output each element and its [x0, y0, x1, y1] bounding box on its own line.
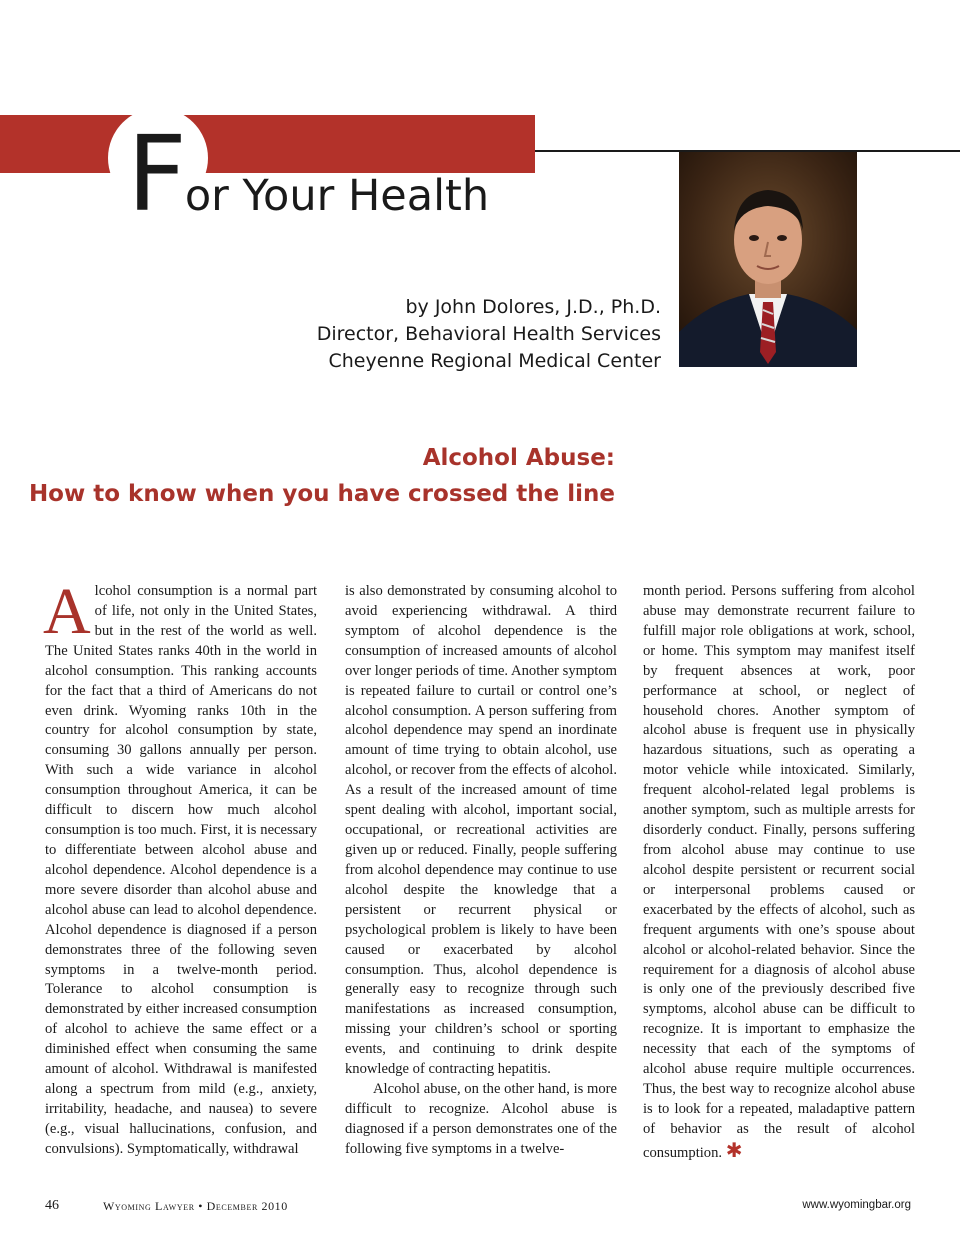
- byline-organization: Cheyenne Regional Medical Center: [328, 350, 661, 372]
- byline-author: by John Dolores, J.D., Ph.D.: [405, 296, 661, 318]
- article-headline: [29, 440, 615, 512]
- byline: [317, 294, 661, 375]
- publication-info: Wyoming Lawyer • December 2010: [103, 1199, 288, 1213]
- section-title: [127, 113, 490, 235]
- article-column-2: [345, 582, 617, 1160]
- end-mark-icon: ✱: [725, 1137, 743, 1162]
- article-paragraph: [43, 575, 317, 1160]
- headline-line-2: How to know when you have crossed the line: [28, 481, 615, 507]
- byline-position: Director, Behavioral Health Services: [316, 323, 661, 345]
- title-rest: or Your Health: [184, 171, 490, 221]
- article-column-3: [643, 582, 915, 1164]
- article-column-1: [43, 575, 317, 1160]
- headline-line-1: Alcohol Abuse:: [422, 445, 615, 471]
- page-footer: [45, 1198, 911, 1216]
- column-2-paragraph-1: is also demonstrated by consuming alcohol to avoid experiencing withdrawal. A third symptom of alcohol dependence is the consumption of increased amounts of alcohol over longer periods of time. Another symptom is repeated failure to curtail or control one’s alcohol consumption. A person suffering from alcohol dependence may spend an inordinate amount of time trying to obtain alcohol, use alcohol, or recover from the effects of alcohol. As a result of the increased amount of time spent dealing with alcohol, important social, occupational, or recreational activities are given up or reduced. Finally, people suffering from alcohol dependence may continue to use alcohol despite the knowledge that a persistent or recurrent physical or psychological problem is likely to have been caused or exacerbated by alcohol consumption. Thus, alcohol dependence is generally easy to recognize through such manifestations as increased consumption, missing your children’s school or sporting events, and continuing to drink despite knowledge of contracting hepatitis.: [345, 583, 617, 1078]
- column-1-text: lcohol consumption is a normal part of life, not only in the United States, but in the rest of the world as well. The United States ranks 40th in the world in alcohol consumption. This ranking accounts for the fact that a third of Americans do not even drink. Wyoming ranks 10th in the country for alcohol consumption by state, consuming 30 gallons annually per person. With such a wide variance in alcohol consumption throughout America, it can be difficult to discern how much alcohol consumption is too much. First, it is necessary to differentiate between alcohol abuse and alcohol dependence. Alcohol dependence is a more severe disorder than alcohol abuse and alcohol abuse can lead to alcohol dependence. Alcohol dependence is diagnosed if a person demonstrates three of the following seven symptoms in a twelve-month period. Tolerance to alcohol consumption is demonstrated by either increased consumption of alcohol to achieve the same effect or a diminished effect when consuming the same amount of alcohol. Withdrawal is manifested along a spectrum from mild (e.g., anxiety, irritability, headache, and nausea) to severe (e.g., visual hallucinations, confusion, and convulsions). Symptomatically, withdrawal: [45, 583, 317, 1157]
- page-number: 46: [45, 1198, 59, 1213]
- website-link[interactable]: www.wyomingbar.org: [802, 1199, 911, 1211]
- drop-cap: A: [43, 575, 91, 648]
- title-initial: F: [127, 113, 187, 235]
- column-3-text: month period. Persons suffering from alcohol abuse may demonstrate recurrent failure to fulfill major role obligations at work, school, or home. This symptom may manifest itself by frequent absences at work, poor performance at school, or neglect of household chores. Another symptom of alcohol abuse is frequent use in physically hazardous situations, such as operating a motor vehicle while intoxicated. Similarly, frequent alcohol-related legal problems is another symptom, such as multiple arrests for disorderly conduct. Finally, persons suffering from alcohol abuse may continue to use alcohol despite persistent or recurrent social or interpersonal problems caused or exacerbated by the effects of alcohol, such as frequent arguments with one’s spouse about alcohol or alcohol-related behavior. Since the requirement for a diagnosis of alcohol abuse is only one of the previously described five symptoms, alcohol abuse can be difficult to recognize. It is important to emphasize the necessity that each of the symptoms of alcohol abuse require multiple occurrences. Thus, the best way to recognize alcohol abuse is to look for a repeated, maladaptive pattern of behavior as the result of alcohol consumption.: [643, 583, 915, 1161]
- author-photo: [679, 152, 857, 367]
- column-3-paragraph: [643, 582, 915, 1164]
- column-2-paragraph-2: Alcohol abuse, on the other hand, is more difficult to recognize. Alcohol abuse is diagnosed if a person demonstrates one of the following five symptoms in a twelve-: [345, 1081, 617, 1157]
